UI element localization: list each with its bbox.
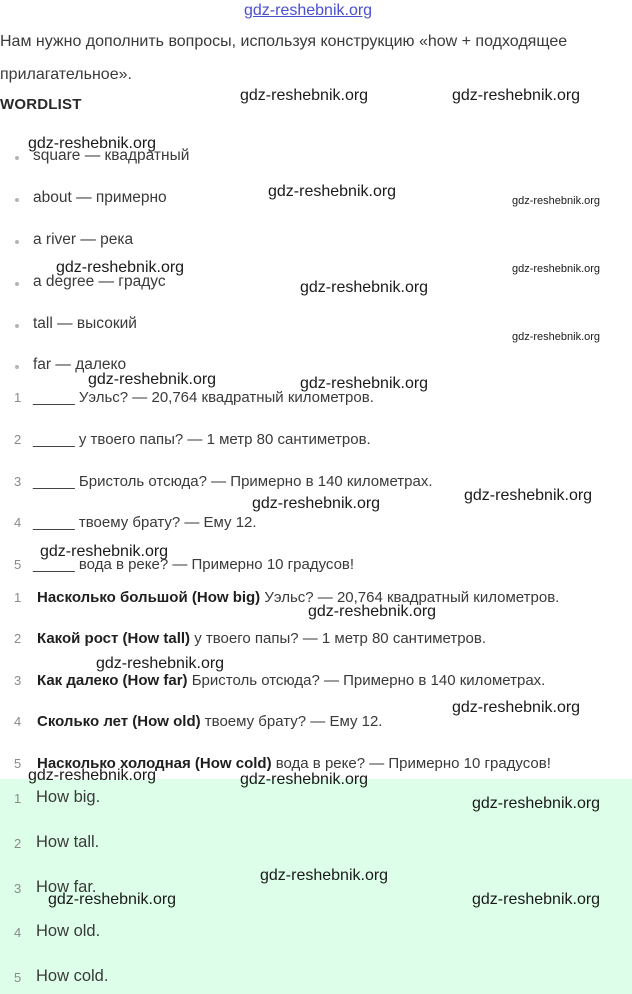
question-text: _____ вода в реке? — Примерно 10 градусов! — [33, 556, 355, 573]
final-answer-number: 5 — [14, 970, 22, 985]
bullet-icon — [15, 282, 19, 286]
final-answer-number: 3 — [14, 881, 22, 896]
answer-number: 1 — [14, 590, 22, 605]
question-number: 1 — [14, 390, 22, 405]
watermark: gdz-reshebnik.org — [308, 603, 437, 620]
final-answer-text: How big. — [36, 788, 101, 806]
final-answer-text: How old. — [36, 922, 101, 940]
answer-text — [37, 672, 545, 689]
watermark: gdz-reshebnik.org — [56, 259, 185, 276]
intro-line-1: Нам нужно дополнить вопросы, используя конструкцию «how + подходящее — [0, 33, 568, 50]
answer-bold-phrase: Насколько большой (How big) — [37, 589, 261, 606]
watermark: gdz-reshebnik.org — [512, 195, 601, 207]
answer-rest: вода в реке? — Примерно 10 градусов! — [271, 755, 551, 772]
watermark: gdz-reshebnik.org — [464, 487, 593, 504]
watermark: gdz-reshebnik.org — [300, 375, 429, 392]
final-answer-text: How cold. — [36, 967, 109, 985]
question-text: _____ Бристоль отсюда? — Примерно в 140 километрах. — [33, 473, 433, 490]
answer-text — [37, 630, 486, 647]
final-answer-text: How tall. — [36, 833, 100, 851]
bullet-icon — [15, 198, 19, 202]
watermark: gdz-reshebnik.org — [28, 135, 157, 152]
answer-text — [37, 755, 551, 772]
bullet-icon — [15, 365, 19, 369]
watermark: gdz-reshebnik.org — [28, 767, 157, 784]
watermark: gdz-reshebnik.org — [40, 543, 169, 560]
answer-number: 4 — [14, 714, 22, 729]
final-answer-number: 1 — [14, 791, 22, 806]
answer-rest: Уэльс? — 20,764 квадратный километров. — [260, 589, 560, 606]
wordlist-title: WORDLIST — [0, 96, 82, 113]
answer-number: 3 — [14, 673, 22, 688]
answer-rest: твоему брату? — Ему 12. — [200, 713, 383, 730]
watermark: gdz-reshebnik.org — [300, 279, 429, 296]
question-number: 3 — [14, 474, 22, 489]
question-number: 2 — [14, 432, 22, 447]
watermark: gdz-reshebnik.org — [472, 891, 601, 908]
question-number: 4 — [14, 515, 22, 530]
watermark: gdz-reshebnik.org — [512, 263, 601, 275]
answer-number: 5 — [14, 756, 22, 771]
answer-bold-phrase: Сколько лет (How old) — [37, 713, 201, 730]
watermark: gdz-reshebnik.org — [88, 371, 217, 388]
question-text: _____ у твоего папы? — 1 метр 80 сантиметров. — [33, 431, 371, 448]
answer-rest: у твоего папы? — 1 метр 80 сантиметров. — [190, 630, 487, 647]
watermark: gdz-reshebnik.org — [260, 867, 389, 884]
watermark: gdz-reshebnik.org — [252, 495, 381, 512]
bullet-icon — [15, 324, 19, 328]
watermark: gdz-reshebnik.org — [240, 771, 369, 788]
bullet-icon — [15, 240, 19, 244]
watermark: gdz-reshebnik.org — [240, 87, 369, 104]
question-number: 5 — [14, 557, 22, 572]
answer-bold-phrase: Насколько холодная (How cold) — [37, 755, 272, 772]
question-text: _____ твоему брату? — Ему 12. — [33, 514, 257, 531]
answer-number: 2 — [14, 631, 22, 646]
watermark: gdz-reshebnik.org — [452, 87, 581, 104]
header-watermark-link[interactable]: gdz-reshebnik.org — [244, 2, 373, 19]
word-entry: far — далеко — [33, 356, 127, 373]
word-entry: tall — высокий — [33, 315, 137, 332]
word-entry: square — квадратный — [33, 147, 190, 164]
watermark: gdz-reshebnik.org — [512, 331, 601, 343]
answer-text — [37, 713, 382, 730]
word-entry: a degree — градус — [33, 273, 166, 290]
answer-text — [37, 589, 559, 606]
watermark: gdz-reshebnik.org — [96, 655, 225, 672]
answer-bold-phrase: Какой рост (How tall) — [37, 630, 191, 647]
watermark: gdz-reshebnik.org — [268, 183, 397, 200]
answer-bold-phrase: Как далеко (How far) — [37, 672, 188, 689]
watermark: gdz-reshebnik.org — [452, 699, 581, 716]
answer-rest: Бристоль отсюда? — Примерно в 140 километрах. — [187, 672, 546, 689]
watermark: gdz-reshebnik.org — [472, 795, 601, 812]
watermark: gdz-reshebnik.org — [48, 891, 177, 908]
question-text: _____ Уэльс? — 20,764 квадратный километров. — [33, 389, 374, 406]
final-answer-number: 4 — [14, 925, 22, 940]
bullet-icon — [15, 156, 19, 160]
word-entry: a river — река — [33, 231, 134, 248]
final-answer-text: How far. — [36, 878, 97, 896]
word-entry: about — примерно — [33, 189, 167, 206]
final-answer-number: 2 — [14, 836, 22, 851]
intro-line-2: прилагательное». — [0, 66, 132, 83]
